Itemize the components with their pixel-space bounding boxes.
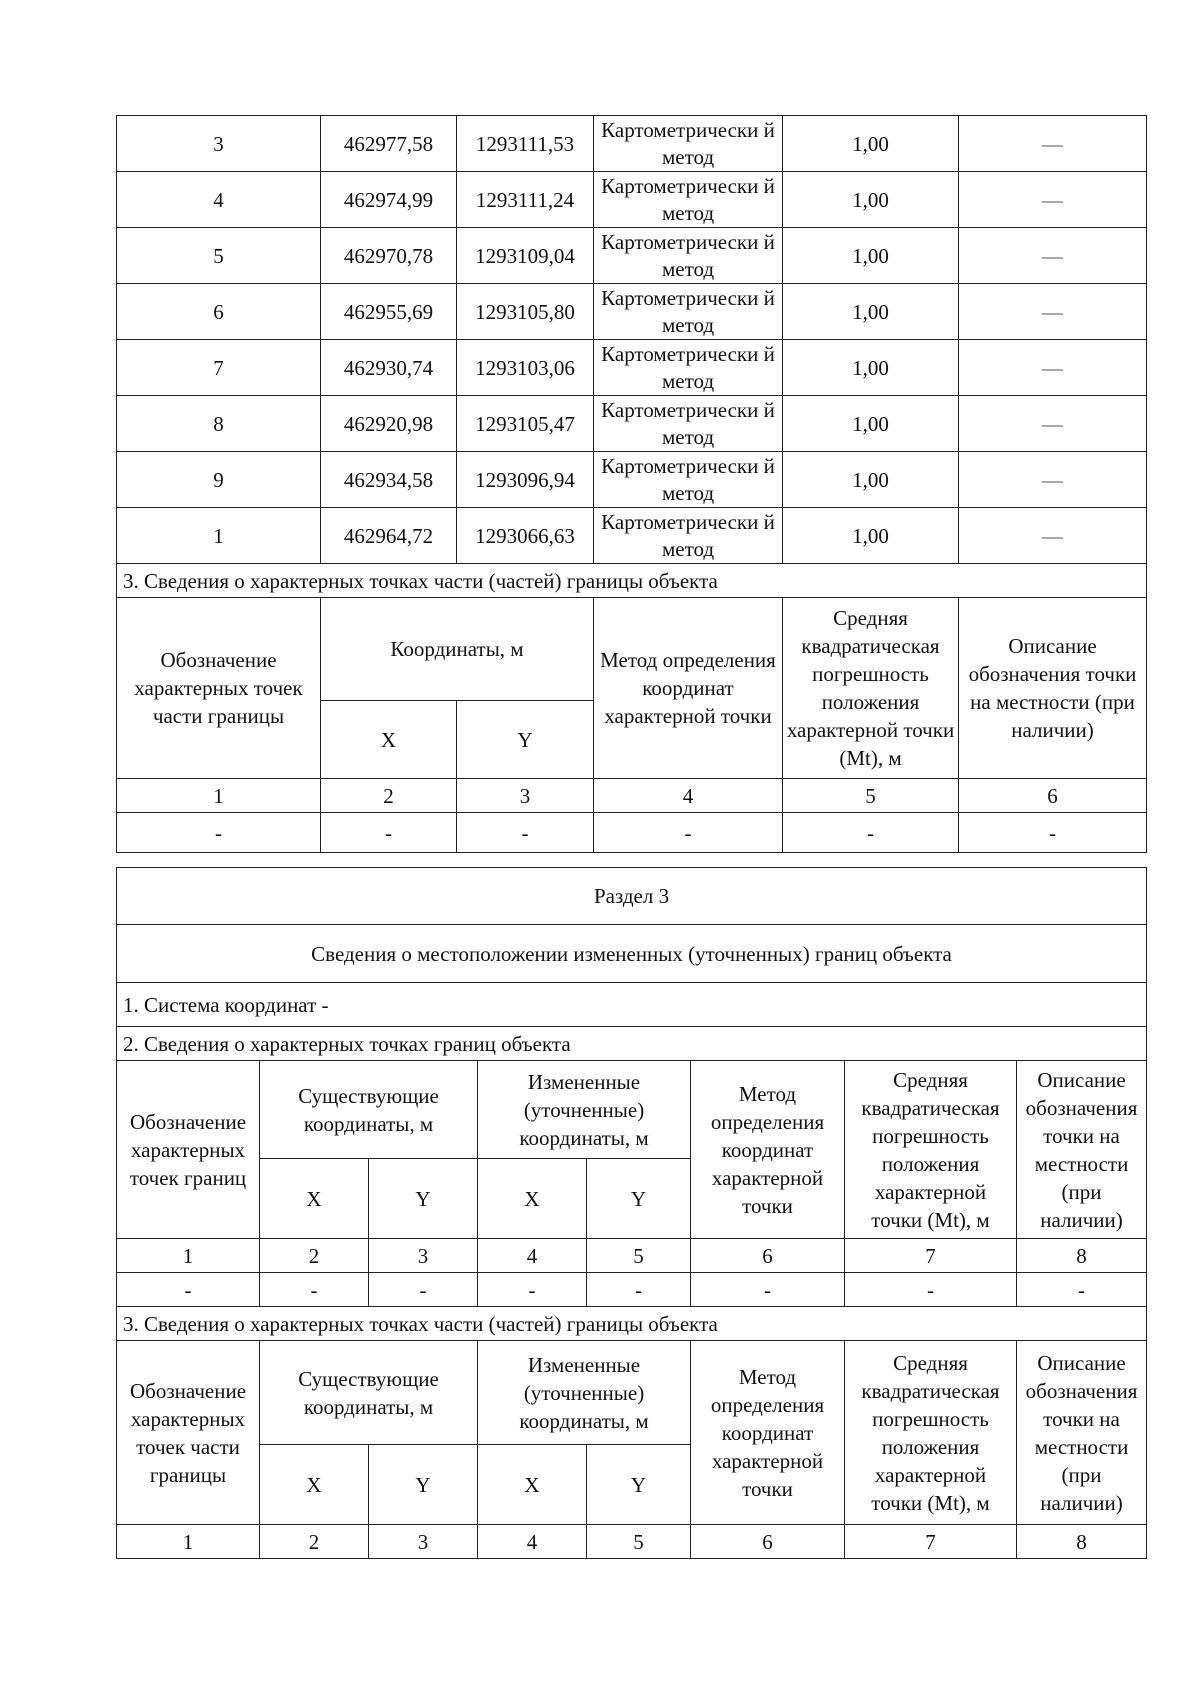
point-method: Картометрически й метод	[594, 172, 783, 228]
column-number: 2	[260, 1525, 369, 1559]
empty-cell: -	[691, 1273, 845, 1307]
column-number: 6	[691, 1239, 845, 1273]
header-designation: Обозначение характерных точек границ	[117, 1061, 260, 1239]
point-method: Картометрически й метод	[594, 116, 783, 172]
point-number: 7	[117, 340, 321, 396]
points-table-body	[117, 116, 1147, 564]
empty-cell: -	[321, 813, 457, 853]
point-y: 1293111,53	[457, 116, 594, 172]
point-mt: 1,00	[783, 508, 959, 564]
section3-table	[116, 867, 1147, 1559]
point-number: 3	[117, 116, 321, 172]
points-table	[116, 115, 1147, 853]
header-designation: Обозначение характерных точек части границы	[117, 598, 321, 779]
point-method: Картометрически й метод	[594, 452, 783, 508]
point-description: —	[959, 284, 1147, 340]
header-changed-coords: Измененные (уточненные) координаты, м	[478, 1341, 691, 1445]
header-existing-coords: Существующие координаты, м	[260, 1341, 478, 1445]
header-x: X	[321, 701, 457, 779]
column-numbers-row	[117, 1525, 1147, 1559]
point-y: 1293103,06	[457, 340, 594, 396]
column-number: 4	[478, 1239, 587, 1273]
section-title: Раздел 3	[117, 868, 1147, 925]
header-coords: Координаты, м	[321, 598, 594, 701]
header-method: Метод определения координат характерной точки	[594, 598, 783, 779]
column-numbers-row	[117, 1239, 1147, 1273]
empty-cell: -	[117, 813, 321, 853]
empty-cell: -	[783, 813, 959, 853]
point-description: —	[959, 340, 1147, 396]
point-description: —	[959, 396, 1147, 452]
empty-cell: -	[1017, 1273, 1147, 1307]
header-desc: Описание обозначения точки на местности (при наличии)	[1017, 1061, 1147, 1239]
table-row	[117, 116, 1147, 172]
column-number: 1	[117, 779, 321, 813]
point-y: 1293066,63	[457, 508, 594, 564]
column-number: 3	[457, 779, 594, 813]
point-x: 462920,98	[321, 396, 457, 452]
column-number: 5	[783, 779, 959, 813]
point-description: —	[959, 172, 1147, 228]
empty-cell: -	[587, 1273, 691, 1307]
point-x: 462955,69	[321, 284, 457, 340]
point-number: 4	[117, 172, 321, 228]
header-existing-coords: Существующие координаты, м	[260, 1061, 478, 1159]
column-number: 7	[845, 1525, 1017, 1559]
points-section-title: 2. Сведения о характерных точках границ объекта	[117, 1027, 1147, 1061]
column-number: 2	[260, 1239, 369, 1273]
empty-cell: -	[478, 1273, 587, 1307]
column-number: 1	[117, 1239, 260, 1273]
point-mt: 1,00	[783, 340, 959, 396]
point-x: 462970,78	[321, 228, 457, 284]
point-description: —	[959, 452, 1147, 508]
table-row	[117, 228, 1147, 284]
empty-row	[117, 1273, 1147, 1307]
point-description: —	[959, 228, 1147, 284]
point-number: 5	[117, 228, 321, 284]
header-changed-y: Y	[587, 1159, 691, 1239]
point-number: 9	[117, 452, 321, 508]
header-existing-x: X	[260, 1159, 369, 1239]
empty-cell: -	[959, 813, 1147, 853]
table-row	[117, 396, 1147, 452]
header-changed-coords: Измененные (уточненные) координаты, м	[478, 1061, 691, 1159]
point-x: 462977,58	[321, 116, 457, 172]
empty-cell: -	[594, 813, 783, 853]
column-number: 5	[587, 1239, 691, 1273]
part-section-title: 3. Сведения о характерных точках части (частей) границы объекта	[117, 564, 1147, 598]
point-method: Картометрически й метод	[594, 340, 783, 396]
column-number: 3	[369, 1525, 478, 1559]
empty-row	[117, 813, 1147, 853]
point-description: —	[959, 508, 1147, 564]
table-row	[117, 452, 1147, 508]
point-number: 6	[117, 284, 321, 340]
header-desc: Описание обозначения точки на местности (при наличии)	[1017, 1341, 1147, 1525]
point-x: 462934,58	[321, 452, 457, 508]
header-mt: Средняя квадратическая погрешность положения характерной точки (Mt), м	[845, 1061, 1017, 1239]
empty-cell: -	[457, 813, 594, 853]
column-number: 5	[587, 1525, 691, 1559]
column-number: 6	[959, 779, 1147, 813]
point-mt: 1,00	[783, 396, 959, 452]
point-method: Картометрически й метод	[594, 228, 783, 284]
column-number: 1	[117, 1525, 260, 1559]
column-number: 8	[1017, 1239, 1147, 1273]
point-y: 1293105,80	[457, 284, 594, 340]
point-mt: 1,00	[783, 284, 959, 340]
column-numbers-row	[117, 779, 1147, 813]
point-x: 462930,74	[321, 340, 457, 396]
point-method: Картометрически й метод	[594, 284, 783, 340]
point-method: Картометрически й метод	[594, 508, 783, 564]
point-y: 1293105,47	[457, 396, 594, 452]
header-mt: Средняя квадратическая погрешность положения характерной точки (Mt), м	[783, 598, 959, 779]
header-method: Метод определения координат характерной точки	[691, 1061, 845, 1239]
point-y: 1293109,04	[457, 228, 594, 284]
empty-cell: -	[117, 1273, 260, 1307]
point-x: 462974,99	[321, 172, 457, 228]
header-y: Y	[457, 701, 594, 779]
empty-cell: -	[845, 1273, 1017, 1307]
header-changed-x: X	[478, 1159, 587, 1239]
table-row	[117, 284, 1147, 340]
point-y: 1293111,24	[457, 172, 594, 228]
header-existing-y: Y	[369, 1159, 478, 1239]
point-mt: 1,00	[783, 228, 959, 284]
part-section-title: 3. Сведения о характерных точках части (частей) границы объекта	[117, 1307, 1147, 1341]
header-mt: Средняя квадратическая погрешность положения характерной точки (Mt), м	[845, 1341, 1017, 1525]
column-number: 7	[845, 1239, 1017, 1273]
column-number: 3	[369, 1239, 478, 1273]
point-x: 462964,72	[321, 508, 457, 564]
point-mt: 1,00	[783, 452, 959, 508]
header-changed-y: Y	[587, 1445, 691, 1525]
column-number: 2	[321, 779, 457, 813]
header-existing-x: X	[260, 1445, 369, 1525]
point-number: 1	[117, 508, 321, 564]
column-number: 6	[691, 1525, 845, 1559]
header-desc: Описание обозначения точки на местности (при наличии)	[959, 598, 1147, 779]
header-existing-y: Y	[369, 1445, 478, 1525]
coord-system: 1. Система координат -	[117, 983, 1147, 1027]
empty-cell: -	[260, 1273, 369, 1307]
column-number: 8	[1017, 1525, 1147, 1559]
point-mt: 1,00	[783, 172, 959, 228]
empty-cell: -	[369, 1273, 478, 1307]
point-description: —	[959, 116, 1147, 172]
point-method: Картометрически й метод	[594, 396, 783, 452]
column-number: 4	[478, 1525, 587, 1559]
section-subtitle: Сведения о местоположении измененных (уточненных) границ объекта	[117, 925, 1147, 983]
point-mt: 1,00	[783, 116, 959, 172]
point-y: 1293096,94	[457, 452, 594, 508]
point-number: 8	[117, 396, 321, 452]
header-changed-x: X	[478, 1445, 587, 1525]
table-row	[117, 508, 1147, 564]
header-method: Метод определения координат характерной точки	[691, 1341, 845, 1525]
column-number: 4	[594, 779, 783, 813]
table-row	[117, 340, 1147, 396]
header-designation: Обозначение характерных точек части границы	[117, 1341, 260, 1525]
table-row	[117, 172, 1147, 228]
